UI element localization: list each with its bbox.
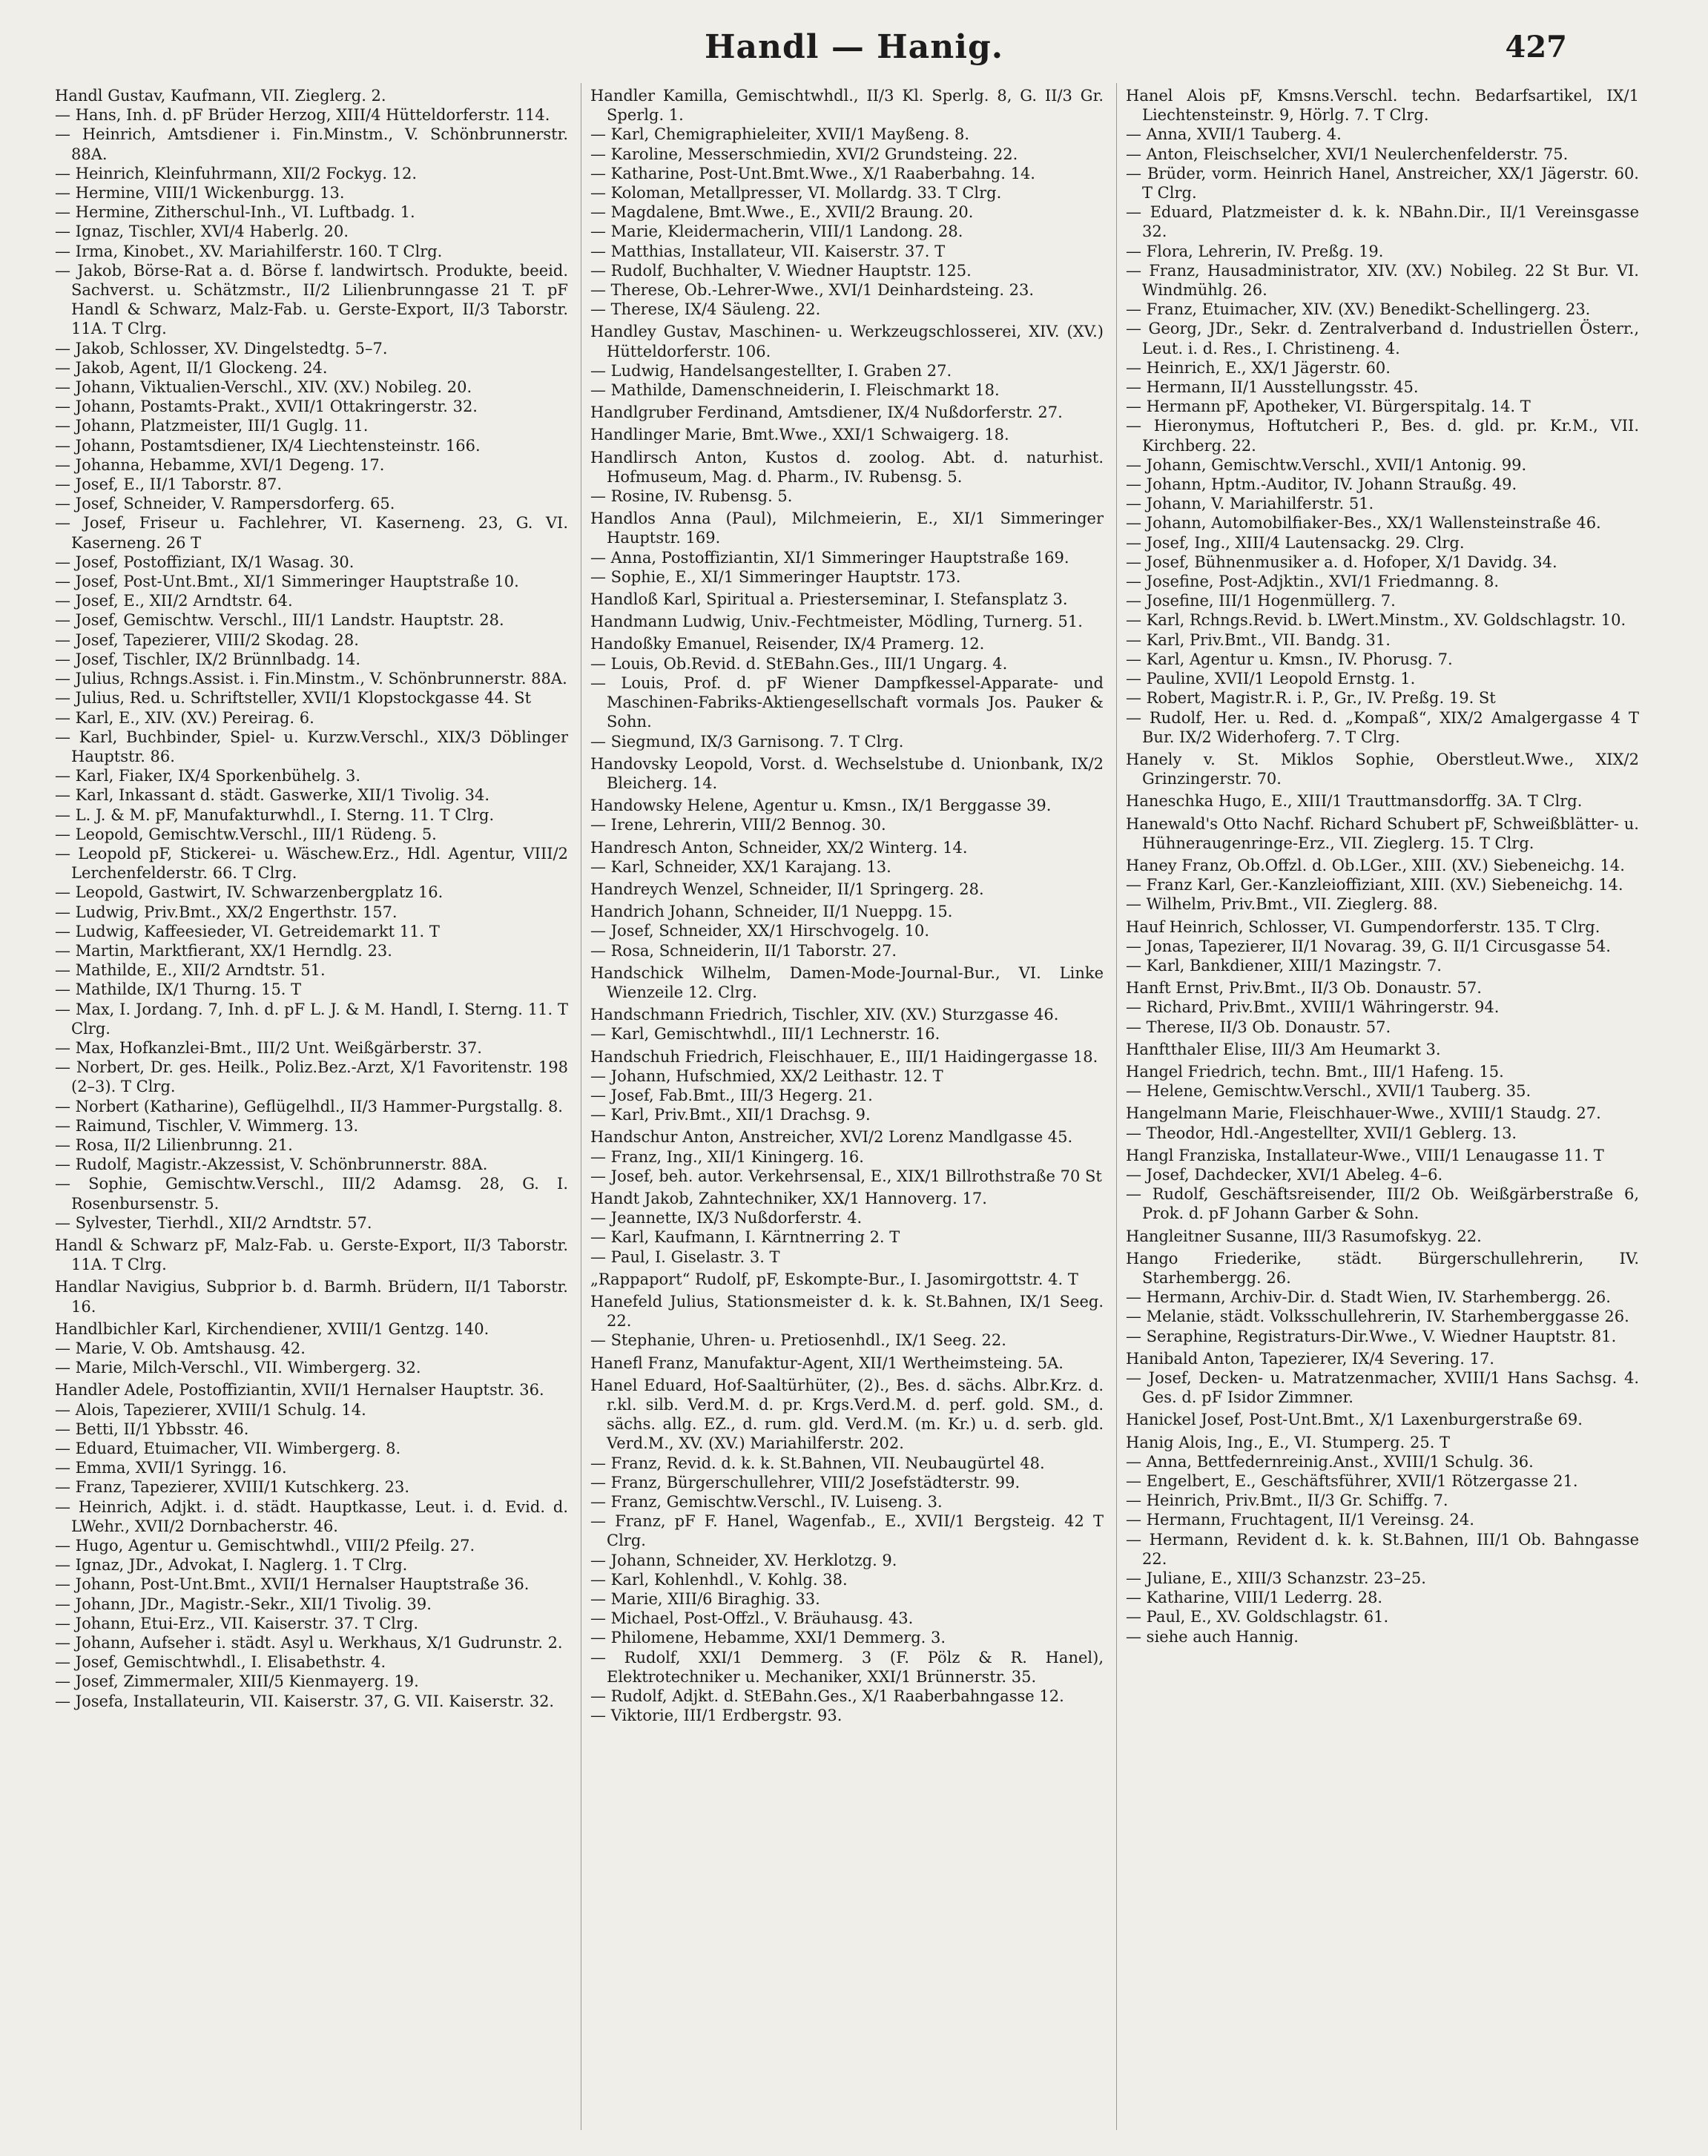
directory-entry: — Rudolf, Adjkt. d. StEBahn.Ges., X/1 Raaberbahngasse 12. (590, 1687, 1064, 1706)
directory-entry: — Irene, Lehrerin, VIII/2 Bennog. 30. (590, 816, 886, 834)
directory-entry: — Josef, Friseur u. Fachlehrer, VI. Kaserneng. 23, G. VI. Kaserneng. 26 T (55, 514, 568, 552)
directory-entry: — Anna, XVII/1 Tauberg. 4. (1126, 125, 1342, 144)
directory-entry-surname: Hanewald's Otto Nachf. Richard Schubert pF, Schweißblätter- u. Hühneraugenringe-Erz., VII. Zieglerg. 15. T Clrg. (1126, 814, 1639, 852)
directory-entry: — Julius, Red. u. Schriftsteller, XVII/1 Klopstockgasse 44. St (55, 689, 532, 708)
directory-entry-surname: Hanel Eduard, Hof-Saaltürhüter, (2)., Bes. d. sächs. Albr.Krz. d. r.kl. silb. Verd.M. d. pr. Krgs.Verd.M. d. perf. gold. SM., d. sächs. allg. EZ., d. rum. gld. Verd.M. (m. Kr.) u. d. serb. gld. Verd.M., XV. (XV.) Mariahilferstr. 202. (590, 1376, 1104, 1453)
directory-entry: — Franz Karl, Ger.-Kanzleioffiziant, XIII. (XV.) Siebeneichg. 14. (1126, 876, 1623, 894)
directory-entry: — Sophie, Gemischtw.Verschl., III/2 Adamsg. 28, G. I. Rosenbursenstr. 5. (55, 1175, 568, 1213)
directory-entry: — Johann, Platzmeister, III/1 Guglg. 11. (55, 417, 369, 435)
directory-entry: — Philomene, Hebamme, XXI/1 Demmerg. 3. (590, 1629, 946, 1647)
directory-entry: — Betti, II/1 Ybbsstr. 46. (55, 1420, 249, 1438)
directory-entry: — Jeannette, IX/3 Nußdorferstr. 4. (590, 1209, 863, 1227)
directory-entry: — Mathilde, E., XII/2 Arndtstr. 51. (55, 961, 326, 980)
directory-entry: — Theodor, Hdl.-Angestellter, XVII/1 Geblerg. 13. (1126, 1124, 1517, 1142)
directory-entry-surname: Handreych Wenzel, Schneider, II/1 Springerg. 28. (590, 880, 984, 898)
directory-entry: — Josef, Dachdecker, XVI/1 Abeleg. 4–6. (1126, 1165, 1443, 1184)
directory-entry: — Heinrich, Amtsdiener i. Fin.Minstm., V. Schönbrunnerstr. 88A. (55, 125, 568, 163)
directory-entry-surname: Handlar Navigius, Subprior b. d. Barmh. Brüdern, II/1 Taborstr. 16. (55, 1278, 568, 1316)
directory-entry: — Hugo, Agentur u. Gemischtwhdl., VIII/2 Pfeilg. 27. (55, 1537, 475, 1555)
column-2 (590, 83, 1104, 2137)
directory-entry: — Marie, Milch-Verschl., VII. Wimbergerg. 32. (55, 1359, 421, 1377)
directory-entry-surname: Handlinger Marie, Bmt.Wwe., XXI/1 Schwaigerg. 18. (590, 426, 1009, 444)
directory-entry: — Raimund, Tischler, V. Wimmerg. 13. (55, 1116, 359, 1135)
directory-entry: — Norbert (Katharine), Geflügelhdl., II/3 Hammer-Purgstallg. 8. (55, 1097, 563, 1115)
directory-entry-surname: Handschur Anton, Anstreicher, XVI/2 Lorenz Mandlgasse 45. (590, 1128, 1073, 1147)
directory-entry: — Josef, Gemischtwhdl., I. Elisabethstr. 4. (55, 1653, 386, 1672)
directory-entry: — Leopold, Gastwirt, IV. Schwarzenbergplatz 16. (55, 883, 444, 902)
directory-entry-surname: Handl & Schwarz pF, Malz-Fab. u. Gerste-Export, II/3 Taborstr. 11A. T Clrg. (55, 1236, 568, 1274)
directory-entry-surname: Hauf Heinrich, Schlosser, VI. Gumpendorferstr. 135. T Clrg. (1126, 917, 1600, 936)
directory-entry-surname: Hanickel Josef, Post-Unt.Bmt., X/1 Laxenburgerstraße 69. (1126, 1411, 1583, 1429)
directory-entry: — Karl, Priv.Bmt., XII/1 Drachsg. 9. (590, 1106, 871, 1124)
directory-entry: — Josef, E., II/1 Taborstr. 87. (55, 475, 283, 494)
directory-entry: — Josef, E., XII/2 Arndtstr. 64. (55, 592, 293, 610)
directory-entry: — Norbert, Dr. ges. Heilk., Poliz.Bez.-Arzt, X/1 Favoritenstr. 198 (2–3). T Clrg. (55, 1058, 568, 1096)
directory-entry: — Eduard, Etuimacher, VII. Wimbergerg. 8. (55, 1440, 401, 1458)
directory-entry: — Karl, Schneider, XX/1 Karajang. 13. (590, 857, 891, 876)
directory-entry: — Anna, Bettfedernreinig.Anst., XVIII/1 Schulg. 36. (1126, 1452, 1534, 1471)
directory-entry: — Rosa, II/2 Lilienbrunng. 21. (55, 1135, 293, 1154)
directory-entry: — Karl, Kaufmann, I. Kärntnerring 2. T (590, 1228, 900, 1247)
directory-entry: — Josef, Post-Unt.Bmt., XI/1 Simmeringer Hauptstraße 10. (55, 573, 519, 591)
directory-entry: — Katharine, VIII/1 Lederrg. 28. (1126, 1589, 1383, 1607)
directory-entry: — L. J. & M. pF, Manufakturwhdl., I. Sterng. 11. T Clrg. (55, 805, 495, 824)
directory-entry: — Max, I. Jordang. 7, Inh. d. pF L. J. & M. Handl, I. Sterng. 11. T Clrg. (55, 1000, 568, 1038)
directory-entry: — Rudolf, Geschäftsreisender, III/2 Ob. Weißgärberstraße 6, Prok. d. pF Johann Garber & Sohn. (1126, 1185, 1639, 1223)
directory-entry: — Hermine, VIII/1 Wickenburgg. 13. (55, 184, 345, 202)
directory-entry: — Franz, Revid. d. k. k. St.Bahnen, VII. Neubaugürtel 48. (590, 1454, 1045, 1472)
directory-entry-surname: Hangelmann Marie, Fleischhauer-Wwe., XVIII/1 Staudg. 27. (1126, 1104, 1601, 1123)
directory-entry-surname: Hanibald Anton, Tapezierer, IX/4 Severing. 17. (1126, 1349, 1494, 1368)
directory-entry: — Anton, Fleischselcher, XVI/1 Neulerchenfelderstr. 75. (1126, 145, 1569, 163)
directory-entry: — Hermann pF, Apotheker, VI. Bürgerspitalg. 14. T (1126, 398, 1531, 416)
directory-entry: — Ludwig, Priv.Bmt., XX/2 Engerthstr. 157. (55, 903, 398, 921)
directory-entry-surname: Handl Gustav, Kaufmann, VII. Zieglerg. 2. (55, 87, 386, 105)
directory-entry: — Hermann, II/1 Ausstellungsstr. 45. (1126, 378, 1419, 397)
directory-entry-surname: Handlgruber Ferdinand, Amtsdiener, IX/4 Nußdorferstr. 27. (590, 403, 1063, 422)
directory-entry: — Hermine, Zitherschul-Inh., VI. Luftbadg. 1. (55, 203, 415, 222)
directory-columns (55, 83, 1664, 2137)
directory-entry-surname: Handler Kamilla, Gemischtwhdl., II/3 Kl. Sperlg. 8, G. II/3 Gr. Sperlg. 1. (590, 87, 1104, 125)
directory-entry: — Magdalene, Bmt.Wwe., E., XVII/2 Braung. 20. (590, 203, 974, 222)
directory-entry: — Martin, Marktfierant, XX/1 Herndlg. 23. (55, 941, 392, 960)
directory-entry: — Karl, Rchngs.Revid. b. LWert.Minstm., XV. Goldschlagstr. 10. (1126, 611, 1626, 630)
directory-entry: — Karl, Priv.Bmt., VII. Bandg. 31. (1126, 630, 1391, 649)
directory-entry: — Katharine, Post-Unt.Bmt.Wwe., X/1 Raaberbahng. 14. (590, 164, 1035, 182)
directory-entry-surname: Handmann Ludwig, Univ.-Fechtmeister, Mödling, Turnerg. 51. (590, 613, 1083, 631)
directory-entry-surname: Handler Adele, Postoffiziantin, XVII/1 Hernalser Hauptstr. 36. (55, 1381, 544, 1400)
directory-entry: — Hieronymus, Hoftutcheri P., Bes. d. gld. pr. Kr.M., VII. Kirchberg. 22. (1126, 417, 1639, 455)
directory-entry: — Josef, Gemischtw. Verschl., III/1 Landstr. Hauptstr. 28. (55, 611, 504, 630)
directory-entry: — Eduard, Platzmeister d. k. k. NBahn.Dir., II/1 Vereinsgasse 32. (1126, 203, 1639, 241)
directory-entry-surname: Handresch Anton, Schneider, XX/2 Winterg. 14. (590, 838, 968, 857)
directory-entry-surname: Handschuh Friedrich, Fleischhauer, E., III/1 Haidingergasse 18. (590, 1047, 1098, 1066)
directory-entry: — Juliane, E., XIII/3 Schanzstr. 23–25. (1126, 1569, 1426, 1588)
directory-entry: — Josef, Schneider, XX/1 Hirschvogelg. 10. (590, 922, 930, 940)
directory-entry: — Michael, Post-Offzl., V. Bräuhausg. 43. (590, 1609, 914, 1628)
directory-entry: — Rudolf, Her. u. Red. d. „Kompaß“, XIX/2 Amalgergasse 4 T Bur. IX/2 Widerhoferg. 7. T Clrg. (1126, 708, 1639, 746)
directory-entry: — Ludwig, Handelsangestellter, I. Graben 27. (590, 361, 952, 380)
directory-entry: — Stephanie, Uhren- u. Pretiosenhdl., IX/1 Seeg. 22. (590, 1331, 1006, 1350)
directory-entry: — Johann, Gemischtw.Verschl., XVII/1 Antonig. 99. (1126, 455, 1527, 474)
directory-entry: — Irma, Kinobet., XV. Mariahilferstr. 160. T Clrg. (55, 242, 443, 260)
directory-entry: — Karl, Chemigraphieleiter, XVII/1 Mayßeng. 8. (590, 125, 970, 144)
directory-entry: — Johann, Viktualien-Verschl., XIV. (XV.) Nobileg. 20. (55, 378, 472, 397)
directory-entry: — Heinrich, Priv.Bmt., II/3 Gr. Schiffg. 7. (1126, 1491, 1448, 1510)
directory-entry-surname: Handschmann Friedrich, Tischler, XIV. (XV.) Sturzgasse 46. (590, 1006, 1059, 1024)
directory-entry: — Franz, Gemischtw.Verschl., IV. Luiseng. 3. (590, 1493, 943, 1511)
directory-entry: — Hermann, Revident d. k. k. St.Bahnen, III/1 Ob. Bahngasse 22. (1126, 1530, 1639, 1568)
directory-entry: — Heinrich, E., XX/1 Jägerstr. 60. (1126, 358, 1391, 377)
directory-entry-surname: Hanely v. St. Miklos Sophie, Oberstleut.Wwe., XIX/2 Grinzingerstr. 70. (1126, 750, 1639, 788)
directory-entry: — Pauline, XVII/1 Leopold Ernstg. 1. (1126, 670, 1416, 688)
directory-entry: — Johann, Hptm.-Auditor, IV. Johann Straußg. 49. (1126, 475, 1517, 494)
directory-entry: — Josef, Bühnenmusiker a. d. Hofoper, X/1 Davidg. 34. (1126, 553, 1557, 571)
directory-entry-surname: Hangleitner Susanne, III/3 Rasumofskyg. 22. (1126, 1227, 1482, 1245)
directory-entry: — Josef, Schneider, V. Rampersdorferg. 65. (55, 495, 395, 513)
directory-entry-surname: „Rappaport“ Rudolf, pF, Eskompte-Bur., I. Jasomirgottstr. 4. T (590, 1270, 1078, 1288)
directory-entry: — Rudolf, Buchhalter, V. Wiedner Hauptstr. 125. (590, 261, 972, 280)
directory-entry: — Rudolf, XXI/1 Demmerg. 3 (F. Pölz & R. Hanel), Elektrotechniker u. Mechaniker, XXI/1 Brünnerstr. 35. (590, 1648, 1104, 1686)
directory-entry: — Johann, Postamtsdiener, IX/4 Liechtensteinstr. 166. (55, 436, 481, 455)
directory-entry: — Therese, II/3 Ob. Donaustr. 57. (1126, 1018, 1391, 1036)
directory-entry: — Therese, Ob.-Lehrer-Wwe., XVI/1 Deinhardsteing. 23. (590, 281, 1035, 300)
directory-entry: — Josef, Ing., XIII/4 Lautensackg. 29. Clrg. (1126, 533, 1465, 552)
directory-entry-surname: Handlirsch Anton, Kustos d. zoolog. Abt. d. naturhist. Hofmuseum, Mag. d. Pharm., IV. Rubensg. 5. (590, 448, 1104, 486)
directory-entry: — Ignaz, Tischler, XVI/4 Haberlg. 20. (55, 222, 349, 241)
directory-entry: — Karoline, Messerschmiedin, XVI/2 Grundsteing. 22. (590, 145, 1018, 163)
directory-entry: — Robert, Magistr.R. i. P., Gr., IV. Preßg. 19. St (1126, 689, 1496, 708)
directory-entry-surname: Handley Gustav, Maschinen- u. Werkzeugschlosserei, XIV. (XV.) Hütteldorferstr. 106. (590, 323, 1104, 360)
directory-entry: — Josef, Fab.Bmt., III/3 Hegerg. 21. (590, 1086, 873, 1104)
directory-entry: — Hermann, Fruchtagent, II/1 Vereinsg. 24. (1126, 1511, 1474, 1529)
directory-entry: — Marie, Kleidermacherin, VIII/1 Landong. 28. (590, 222, 963, 241)
directory-entry: — Johann, Postamts-Prakt., XVII/1 Ottakringerstr. 32. (55, 398, 478, 416)
directory-entry: — Johann, JDr., Magistr.-Sekr., XII/1 Tivolig. 39. (55, 1595, 432, 1613)
directory-entry-surname: Handschick Wilhelm, Damen-Mode-Journal-Bur., VI. Linke Wienzeile 12. Clrg. (590, 963, 1104, 1001)
directory-entry: — Josef, Zimmermaler, XIII/5 Kienmayerg. 19. (55, 1672, 419, 1691)
page-header (0, 28, 1708, 73)
directory-entry: — Johann, Automobilfiaker-Bes., XX/1 Wallensteinstraße 46. (1126, 514, 1601, 533)
directory-entry: — Karl, Inkassant d. städt. Gaswerke, XII/1 Tivolig. 34. (55, 786, 490, 805)
directory-entry-surname: Hanefl Franz, Manufaktur-Agent, XII/1 Wertheimsteing. 5A. (590, 1354, 1064, 1372)
directory-entry: — Johann, Etui-Erz., VII. Kaiserstr. 37. T Clrg. (55, 1614, 419, 1632)
directory-entry: — Jonas, Tapezierer, II/1 Novarag. 39, G. II/1 Circusgasse 54. (1126, 937, 1611, 955)
running-title: Handl — Hanig. (704, 28, 1004, 66)
directory-entry: — Franz, Ing., XII/1 Kiningerg. 16. (590, 1147, 864, 1166)
directory-entry: — Franz, Etuimacher, XIV. (XV.) Benedikt-Schellingerg. 23. (1126, 300, 1591, 319)
directory-entry-surname: Handowsky Helene, Agentur u. Kmsn., IX/1 Berggasse 39. (590, 797, 1052, 815)
directory-entry: — Johann, V. Mariahilferstr. 51. (1126, 495, 1374, 513)
directory-entry-surname: Handovsky Leopold, Vorst. d. Wechselstube d. Unionbank, IX/2 Bleicherg. 14. (590, 754, 1104, 792)
directory-entry: — Julius, Rchngs.Assist. i. Fin.Minstm., V. Schönbrunnerstr. 88A. (55, 670, 567, 688)
directory-entry: — Karl, Buchbinder, Spiel- u. Kurzw.Verschl., XIX/3 Döblinger Hauptstr. 86. (55, 728, 568, 765)
directory-entry: — Hans, Inh. d. pF Brüder Herzog, XIII/4 Hütteldorferstr. 114. (55, 106, 550, 125)
column-divider (1116, 83, 1117, 2130)
directory-entry: — Josef, Tapezierer, VIII/2 Skodag. 28. (55, 630, 359, 649)
column-1 (55, 83, 568, 2137)
directory-entry: — Franz, Bürgerschullehrer, VIII/2 Josefstädterstr. 99. (590, 1473, 1020, 1491)
directory-entry-surname: Haneschka Hugo, E., XIII/1 Trauttmansdorffg. 3A. T Clrg. (1126, 792, 1583, 811)
directory-entry-surname: Hangl Franziska, Installateur-Wwe., VIII/1 Lenaugasse 11. T (1126, 1146, 1604, 1164)
directory-entry-surname: Handt Jakob, Zahntechniker, XX/1 Hannoverg. 17. (590, 1189, 987, 1207)
page-number: 427 (1505, 30, 1567, 65)
directory-entry: — Johann, Aufseher i. städt. Asyl u. Werkhaus, X/1 Gudrunstr. 2. (55, 1634, 563, 1652)
directory-entry: — Johann, Schneider, XV. Herklotzg. 9. (590, 1551, 897, 1569)
directory-entry: — Alois, Tapezierer, XVIII/1 Schulg. 14. (55, 1400, 366, 1419)
directory-entry-surname: Hanft Ernst, Priv.Bmt., II/3 Ob. Donaustr. 57. (1126, 979, 1482, 998)
directory-entry: — Leopold, Gemischtw.Verschl., III/1 Rüdeng. 5. (55, 825, 437, 843)
directory-entry: — Flora, Lehrerin, IV. Preßg. 19. (1126, 242, 1384, 260)
directory-entry: — Karl, Gemischtwhdl., III/1 Lechnerstr. 16. (590, 1025, 940, 1044)
directory-entry: — Karl, Kohlenhdl., V. Kohlg. 38. (590, 1570, 848, 1589)
directory-entry-surname: Hanftthaler Elise, III/3 Am Heumarkt 3. (1126, 1040, 1441, 1058)
directory-entry-surname: Hangel Friedrich, techn. Bmt., III/1 Hafeng. 15. (1126, 1062, 1504, 1081)
directory-entry: — Louis, Prof. d. pF Wiener Dampfkessel-Apparate- und Maschinen-Fabriks-Aktiengesellschaft vormals Jos. Pauker & Sohn. (590, 673, 1104, 731)
directory-entry: — Josef, beh. autor. Verkehrsensal, E., XIX/1 Billrothstraße 70 St (590, 1167, 1102, 1185)
directory-entry: — Georg, JDr., Sekr. d. Zentralverband d. Industriellen Österr., Leut. i. d. Res., I. Christineng. 4. (1126, 320, 1639, 357)
directory-entry: — Josefine, Post-Adjktin., XVI/1 Friedmanng. 8. (1126, 573, 1500, 591)
directory-entry: — Sylvester, Tierhdl., XII/2 Arndtstr. 57. (55, 1213, 372, 1232)
directory-entry-surname: Handlos Anna (Paul), Milchmeierin, E., XI/1 Simmeringer Hauptstr. 169. (590, 510, 1104, 547)
directory-entry: — Ludwig, Kaffeesieder, VI. Getreidemarkt 11. T (55, 922, 440, 940)
directory-entry: — Karl, Fiaker, IX/4 Sporkenbühelg. 3. (55, 767, 361, 785)
directory-entry: — Matthias, Installateur, VII. Kaiserstr. 37. T (590, 242, 946, 260)
directory-entry: — Emma, XVII/1 Syringg. 16. (55, 1459, 287, 1477)
directory-entry: — Karl, E., XIV. (XV.) Pereirag. 6. (55, 708, 314, 727)
directory-entry: — Leopold pF, Stickerei- u. Wäschew.Erz., Hdl. Agentur, VIII/2 Lerchenfelderstr. 66. T Clrg. (55, 844, 568, 883)
directory-entry: — Max, Hofkanzlei-Bmt., III/2 Unt. Weißgärberstr. 37. (55, 1038, 482, 1057)
directory-entry-surname: Hanig Alois, Ing., E., VI. Stumperg. 25. T (1126, 1433, 1451, 1451)
directory-entry-surname: Handoßky Emanuel, Reisender, IX/4 Pramerg. 12. (590, 635, 985, 653)
directory-entry: — Louis, Ob.Revid. d. StEBahn.Ges., III/1 Ungarg. 4. (590, 654, 1008, 673)
directory-entry-surname: Hanefeld Julius, Stationsmeister d. k. k. St.Bahnen, IX/1 Seeg. 22. (590, 1292, 1104, 1331)
directory-entry: — Mathilde, Damenschneiderin, I. Fleischmarkt 18. (590, 381, 1000, 400)
directory-entry-surname: Handloß Karl, Spiritual a. Priesterseminar, I. Stefansplatz 3. (590, 590, 1068, 609)
directory-entry: — Josef, Postoffiziant, IX/1 Wasag. 30. (55, 553, 355, 571)
directory-entry: — Rudolf, Magistr.-Akzessist, V. Schönbrunnerstr. 88A. (55, 1156, 488, 1174)
directory-entry: — Siegmund, IX/3 Garnisong. 7. T Clrg. (590, 732, 904, 751)
directory-entry: — Josefa, Installateurin, VII. Kaiserstr. 37, G. VII. Kaiserstr. 32. (55, 1692, 555, 1710)
directory-entry: — Josef, Tischler, IX/2 Brünnlbadg. 14. (55, 650, 361, 668)
directory-entry: — Viktorie, III/1 Erdbergstr. 93. (590, 1707, 843, 1725)
directory-entry: — Seraphine, Registraturs-Dir.Wwe., V. Wiedner Hauptstr. 81. (1126, 1327, 1617, 1345)
directory-entry-surname: Hango Friederike, städt. Bürgerschullehrerin, IV. Starhembergg. 26. (1126, 1249, 1639, 1287)
directory-entry: — Franz, Tapezierer, XVIII/1 Kutschkerg. 23. (55, 1478, 410, 1497)
directory-entry: — Franz, pF F. Hanel, Wagenfab., E., XVII/1 Bergsteig. 42 T Clrg. (590, 1512, 1104, 1550)
directory-entry: — Karl, Bankdiener, XIII/1 Mazingstr. 7. (1126, 956, 1442, 975)
directory-entry: — Paul, I. Giselastr. 3. T (590, 1247, 780, 1266)
directory-entry: — Anna, Postoffiziantin, XI/1 Simmeringer Hauptstraße 169. (590, 548, 1069, 567)
directory-entry: — siehe auch Hannig. (1126, 1627, 1299, 1646)
directory-entry: — Heinrich, Adjkt. i. d. städt. Hauptkasse, Leut. i. d. Evid. d. LWehr., XVII/2 Dornbacherstr. 46. (55, 1497, 568, 1535)
directory-entry: — Helene, Gemischtw.Verschl., XVII/1 Tauberg. 35. (1126, 1082, 1531, 1101)
directory-entry: — Therese, IX/4 Säuleng. 22. (590, 300, 821, 319)
directory-entry: — Paul, E., XV. Goldschlagstr. 61. (1126, 1608, 1389, 1626)
directory-entry: — Sophie, E., XI/1 Simmeringer Hauptstr. 173. (590, 567, 961, 586)
directory-entry-surname: Handrich Johann, Schneider, II/1 Nueppg. 15. (590, 903, 953, 921)
directory-entry-surname: Hanel Alois pF, Kmsns.Verschl. techn. Bedarfsartikel, IX/1 Liechtensteinstr. 9, Hörlg. 7. T Clrg. (1126, 87, 1639, 125)
directory-entry: — Wilhelm, Priv.Bmt., VII. Zieglerg. 88. (1126, 895, 1438, 914)
directory-entry-surname: Handlbichler Karl, Kirchendiener, XVIII/1 Gentzg. 140. (55, 1319, 489, 1338)
directory-entry: — Mathilde, IX/1 Thurng. 15. T (55, 980, 302, 999)
directory-entry: — Karl, Agentur u. Kmsn., IV. Phorusg. 7. (1126, 650, 1453, 668)
directory-entry: — Rosa, Schneiderin, II/1 Taborstr. 27. (590, 941, 897, 960)
directory-entry: — Koloman, Metallpresser, VI. Mollardg. 33. T Clrg. (590, 184, 1002, 202)
directory-entry: — Josef, Decken- u. Matratzenmacher, XVIII/1 Hans Sachsg. 4. Ges. d. pF Isidor Zimmner. (1126, 1369, 1639, 1407)
directory-entry: — Heinrich, Kleinfuhrmann, XII/2 Fockyg. 12. (55, 164, 418, 182)
directory-entry: — Johann, Post-Unt.Bmt., XVII/1 Hernalser Hauptstraße 36. (55, 1575, 530, 1594)
directory-entry: — Jakob, Börse-Rat a. d. Börse f. landwirtsch. Produkte, beeid. Sachverst. u. Schätzmstr., II/2 Lilienbrunngasse 21 T. pF Handl & Schwarz, Malz-Fab. u. Gerste-Export, II/3 Taborstr. 11A. T Clrg. (55, 261, 568, 338)
directory-entry: — Josefine, III/1 Hogenmüllerg. 7. (1126, 592, 1396, 610)
directory-entry: — Ignaz, JDr., Advokat, I. Naglerg. 1. T Clrg. (55, 1556, 408, 1575)
directory-entry: — Johanna, Hebamme, XVI/1 Degeng. 17. (55, 455, 385, 474)
directory-entry: — Johann, Hufschmied, XX/2 Leithastr. 12. T (590, 1067, 943, 1085)
directory-entry: — Jakob, Agent, II/1 Glockeng. 24. (55, 358, 328, 377)
directory-entry: — Engelbert, E., Geschäftsführer, XVII/1 Rötzergasse 21. (1126, 1472, 1578, 1491)
directory-entry: — Marie, XIII/6 Biraghig. 33. (590, 1590, 820, 1609)
directory-entry-surname: Haney Franz, Ob.Offzl. d. Ob.LGer., XIII. (XV.) Siebeneichg. 14. (1126, 856, 1625, 874)
directory-entry: — Jakob, Schlosser, XV. Dingelstedtg. 5–7. (55, 339, 388, 357)
directory-entry: — Rosine, IV. Rubensg. 5. (590, 487, 793, 506)
directory-entry: — Franz, Hausadministrator, XIV. (XV.) Nobileg. 22 St Bur. VI. Windmühlg. 26. (1126, 261, 1639, 300)
directory-entry: — Brüder, vorm. Heinrich Hanel, Anstreicher, XX/1 Jägerstr. 60. T Clrg. (1126, 164, 1639, 202)
directory-entry: — Melanie, städt. Volksschullehrerin, IV. Starhemberggasse 26. (1126, 1308, 1629, 1326)
directory-entry: — Hermann, Archiv-Dir. d. Stadt Wien, IV. Starhembergg. 26. (1126, 1288, 1611, 1307)
directory-entry: — Marie, V. Ob. Amtshausg. 42. (55, 1339, 306, 1357)
column-3 (1126, 83, 1639, 2137)
directory-entry: — Richard, Priv.Bmt., XVIII/1 Währingerstr. 94. (1126, 998, 1500, 1017)
